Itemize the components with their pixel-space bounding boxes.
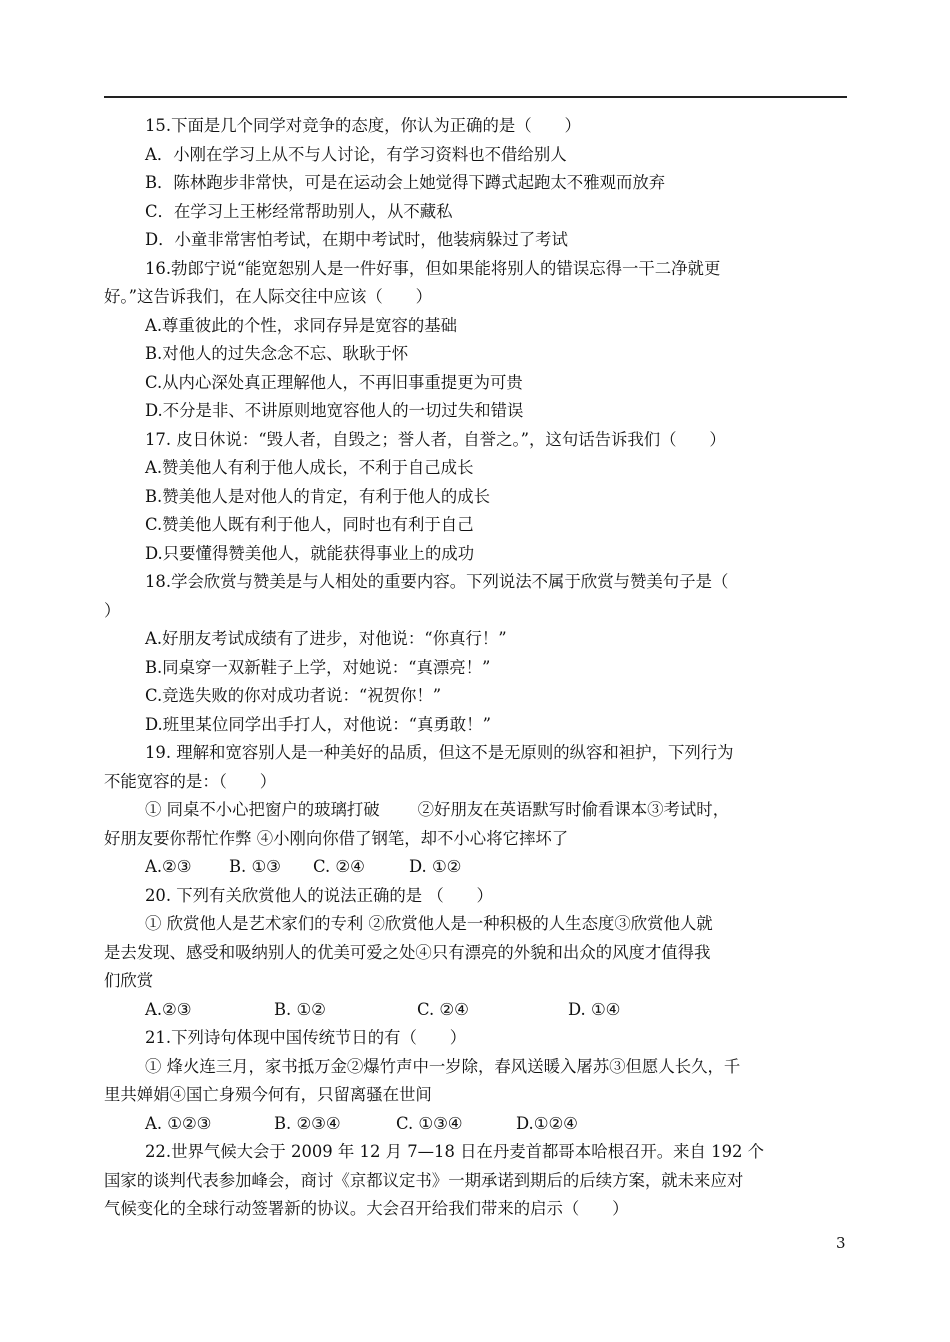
option-d: D．小童非常害怕考试，在期中考试时，他装病躲过了考试 bbox=[145, 230, 568, 249]
question-stem: 21.下列诗句体现中国传统节日的有（ ） bbox=[145, 1028, 467, 1047]
option-c: C.赞美他人既有利于他人，同时也有利于自己 bbox=[145, 515, 474, 534]
question-content bbox=[104, 112, 847, 1224]
option-c: C．在学习上王彬经常帮助别人，从不藏私 bbox=[145, 201, 453, 221]
choice-a: A.②③ bbox=[145, 999, 192, 1019]
choice-d: D. ①④ bbox=[568, 999, 621, 1019]
question-stem-line-1: 19. 理解和宽容别人是一种美好的品质，但这不是无原则的纵容和袒护，下列行为 bbox=[145, 743, 734, 762]
statement-list-line-3: 们欣赏 bbox=[104, 971, 154, 990]
option-b: B．陈林跑步非常快，可是在运动会上她觉得下蹲式起跑太不雅观而放弃 bbox=[145, 173, 666, 192]
option-a: A．小刚在学习上从不与人讨论，有学习资料也不借给别人 bbox=[145, 144, 567, 164]
question-stem-line-2: 国家的谈判代表参加峰会，商讨《京都议定书》一期承诺到期后的后续方案，就未来应对 bbox=[104, 1170, 744, 1190]
choice-d: D. ①② bbox=[409, 857, 462, 876]
option-b: B.赞美他人是对他人的肯定，有利于他人的成长 bbox=[145, 486, 491, 506]
option-c: C.竞选失败的你对成功者说：“祝贺你！” bbox=[145, 686, 442, 705]
option-a: A.尊重彼此的个性，求同存异是宽容的基础 bbox=[145, 315, 458, 335]
question-stem-line-1: 16.勃郎宁说“能宽恕别人是一件好事，但如果能将别人的错误忘得一干二净就更 bbox=[145, 258, 721, 278]
option-b: B.对他人的过失念念不忘、耿耿于怀 bbox=[145, 344, 409, 363]
choice-a: A. ①②③ bbox=[145, 1113, 212, 1133]
question-17 bbox=[104, 426, 847, 569]
choice-b: B. ①③ bbox=[229, 857, 281, 876]
choice-b: B. ①② bbox=[274, 999, 326, 1019]
choice-c: C. ①③④ bbox=[396, 1113, 463, 1133]
option-b: B.同桌穿一双新鞋子上学，对她说：“真漂亮！” bbox=[145, 657, 491, 677]
question-22 bbox=[104, 1138, 847, 1224]
choice-b: B. ②③④ bbox=[274, 1113, 341, 1133]
question-21 bbox=[104, 1024, 847, 1138]
question-15 bbox=[104, 112, 847, 255]
question-stem-line-3: 气候变化的全球行动签署新的协议。大会召开给我们带来的启示（ ） bbox=[104, 1199, 629, 1218]
option-d: D.班里某位同学出手打人，对他说：“真勇敢！” bbox=[145, 714, 491, 734]
statement-list-line-1: ① 烽火连三月，家书抵万金②爆竹声中一岁除，春风送暖入屠苏③但愿人长久，千 bbox=[145, 1056, 741, 1076]
statement-list-line-1: ① 欣赏他人是艺术家们的专利 ②欣赏他人是一种积极的人生态度③欣赏他人就 bbox=[145, 914, 713, 933]
choice-c: C. ②④ bbox=[417, 999, 469, 1019]
page-number: 3 bbox=[836, 1234, 846, 1252]
header-rule bbox=[104, 96, 847, 98]
statement-list-line-1: ① 同桌不小心把窗户的玻璃打破 ②好朋友在英语默写时偷看课本③考试时， bbox=[145, 800, 730, 819]
option-d: D.只要懂得赞美他人，就能获得事业上的成功 bbox=[145, 543, 475, 563]
answer-choices bbox=[104, 996, 847, 1025]
option-d: D.不分是非、不讲原则地宽容他人的一切过失和错误 bbox=[145, 401, 524, 420]
option-a: A.赞美他人有利于他人成长，不利于自己成长 bbox=[145, 458, 474, 477]
question-18 bbox=[104, 568, 847, 739]
statement-list-line-2: 好朋友要你帮忙作弊 ④小刚向你借了钢笔，却不小心将它摔坏了 bbox=[104, 828, 569, 848]
question-stem-line-1: 18.学会欣赏与赞美是与人相处的重要内容。下列说法不属于欣赏与赞美句子是（ bbox=[145, 572, 729, 591]
question-20 bbox=[104, 882, 847, 1025]
choice-c: C. ②④ bbox=[313, 857, 365, 876]
answer-choices bbox=[104, 853, 847, 882]
question-stem-line-2: ） bbox=[104, 600, 121, 620]
statement-list-line-2: 里共婵娟④国亡身殒今何有，只留离骚在世间 bbox=[104, 1085, 432, 1104]
option-a: A.好朋友考试成绩有了进步，对他说：“你真行！” bbox=[145, 629, 507, 648]
statement-list-line-2: 是去发现、感受和吸纳别人的优美可爱之处④只有漂亮的外貌和出众的风度才值得我 bbox=[104, 942, 711, 962]
question-stem: 17. 皮日休说：“毁人者，自毁之；誉人者，自誉之。”，这句话告诉我们（ ） bbox=[145, 429, 726, 449]
question-stem: 20. 下列有关欣赏他人的说法正确的是 （ ） bbox=[145, 885, 493, 905]
answer-choices bbox=[104, 1110, 847, 1139]
question-16 bbox=[104, 255, 847, 426]
question-19 bbox=[104, 739, 847, 882]
option-c: C.从内心深处真正理解他人，不再旧事重提更为可贵 bbox=[145, 372, 523, 392]
question-stem-line-2: 不能宽容的是：（ ） bbox=[104, 771, 277, 791]
choice-d: D.①②④ bbox=[516, 1113, 578, 1133]
choice-a: A.②③ bbox=[145, 857, 192, 876]
question-stem: 15.下面是几个同学对竞争的态度，你认为正确的是（ ） bbox=[145, 116, 581, 135]
question-stem-line-2: 好。”这告诉我们，在人际交往中应该（ ） bbox=[104, 287, 432, 306]
question-stem-line-1: 22.世界气候大会于 2009 年 12 月 7—18 日在丹麦首都哥本哈根召开。来自 192 个 bbox=[145, 1142, 765, 1161]
